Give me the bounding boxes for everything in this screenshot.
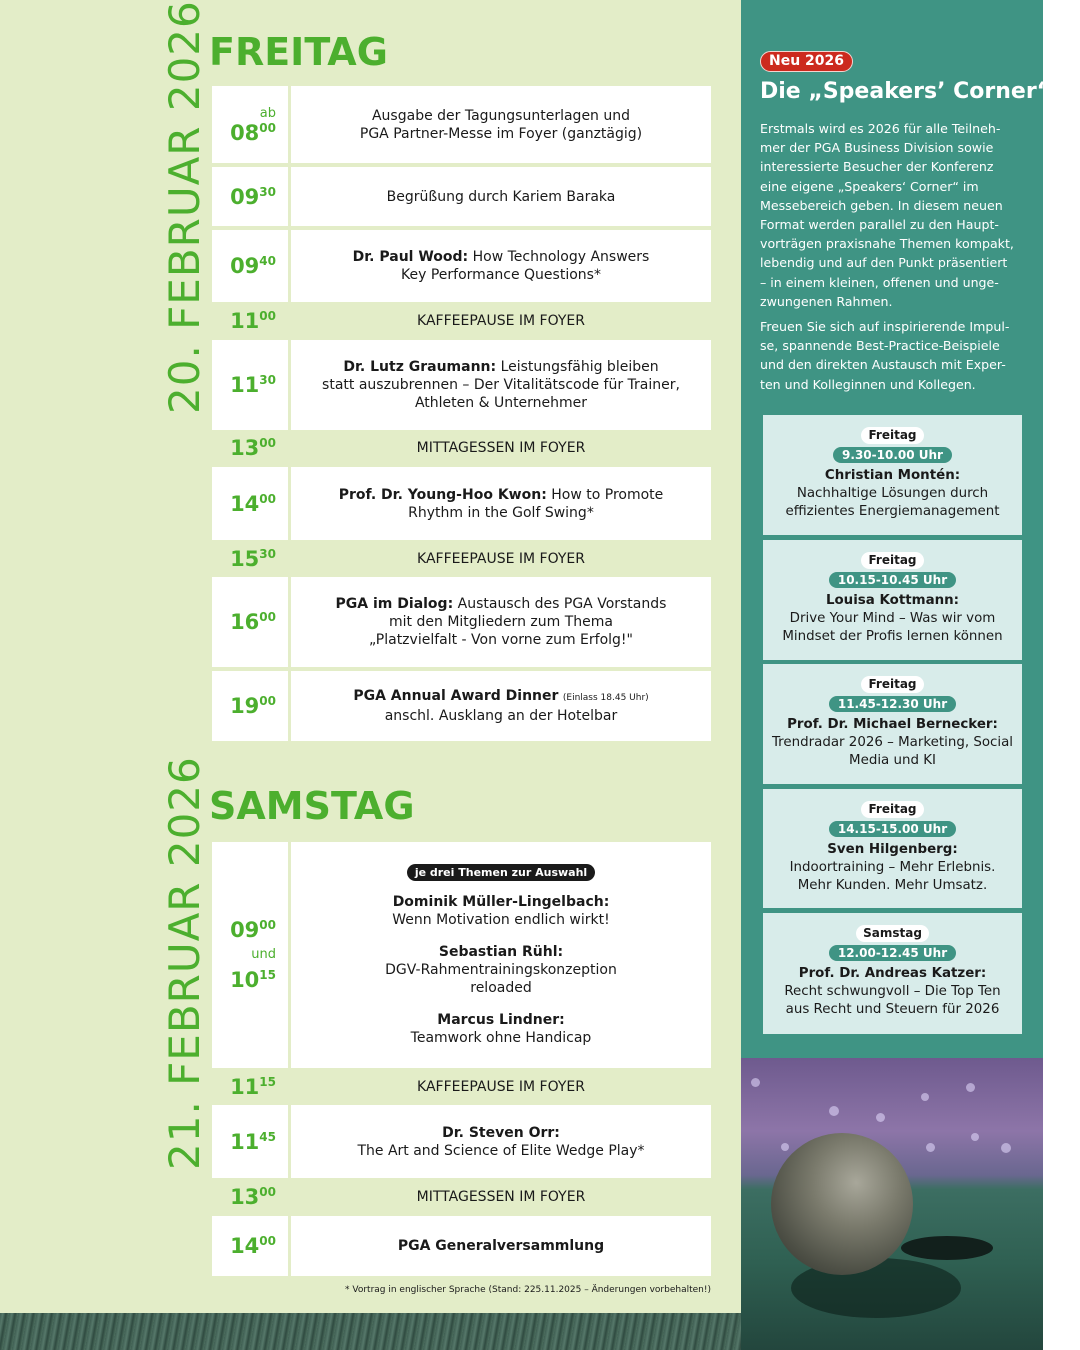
break-row [212,433,711,463]
speakers-corner-title: Die „Speakers’ Corner“ [760,79,1052,104]
time-cell [212,842,288,1068]
schedule-row [212,842,711,1068]
session-title: aus Recht und Steuern für 2026 [785,1002,1000,1017]
invite-paragraph: Freuen Sie sich auf inspirierende Impul- se, spannende Best-Practice-Beispiele und den direkten Austausch mit Exper- ten und Kolleginnen und Kollegen. [760,319,1010,392]
event-cell [291,467,711,540]
schedule-row [212,1105,711,1178]
time-value: $13^{00}$ [230,1185,276,1209]
time-cell [212,340,288,430]
event-cell [291,340,711,430]
talk-title: reloaded [470,979,532,996]
day-pill: Freitag [861,676,923,693]
speaker-name: Prof. Dr. Andreas Katzer: [798,966,987,981]
talk-title: Teamwork ohne Handicap [410,1029,592,1046]
time-value: $14^{00}$ [230,1234,276,1258]
time-pill: 10.15-10.45 Uhr [829,572,956,588]
speaker-name: PGA im Dialog: [335,596,454,612]
event-cell [291,842,711,1068]
time-cell [212,433,288,463]
day-pill: Freitag [861,552,923,569]
event-cell [291,671,711,741]
saturday-date-label: 21. FEBRUAR 2026 [160,756,209,1170]
time-cell [212,543,288,574]
session-card [763,789,1022,908]
talk-title: Wenn Motivation endlich wirkt! [392,911,610,928]
talk-title: DGV-Rahmentrainingskonzeption [385,961,617,978]
time-cell [212,167,288,226]
event-text: anschl. Ausklang an der Hotelbar [384,708,618,724]
schedule-row [212,340,711,430]
day-pill: Samstag [856,925,929,942]
time-pill: 12.00-12.45 Uhr [829,945,956,961]
day-pill: Freitag [861,427,923,444]
time-cell [212,1072,288,1101]
speaker-name: Sven Hilgenberg: [827,842,958,857]
schedule-row [212,1216,711,1276]
event-text: How to Promote [551,486,664,503]
time-cell [212,1182,288,1212]
talk-option [385,943,617,997]
time-value: $09^{30}$ [230,184,276,209]
time-cell [212,305,288,336]
speaker-name: PGA Annual Award Dinner [353,688,559,704]
time-pill: 14.15-15.00 Uhr [829,821,956,837]
time-cell [212,86,288,163]
event-cell [291,1216,711,1276]
new-badge: Neu 2026 [760,51,853,72]
time-value: $16^{00}$ [230,610,276,634]
event-text: Rhythm in the Golf Swing* [408,504,594,521]
friday-title: FREITAG [209,30,388,74]
session-card [763,913,1022,1034]
schedule-row [212,467,711,540]
speaker-name: Dr. Steven Orr: [442,1124,560,1141]
time-value: $15^{30}$ [230,546,276,571]
event-text: Begrüßung durch Kariem Baraka [386,188,616,205]
break-label: MITTAGESSEN IM FOYER [416,1189,586,1205]
speaker-name: Sebastian Rühl: [438,943,564,960]
break-label: MITTAGESSEN IM FOYER [416,440,586,456]
session-title: Indoortraining – Mehr Erlebnis. [789,860,996,875]
speaker-name: Christian Montén: [824,468,961,483]
event-text: Ausgabe der Tagungsunterlagen und [371,107,631,124]
break-label: KAFFEEPAUSE IM FOYER [417,550,585,567]
break-row [212,543,711,574]
time-value: $09^{00}$ [230,918,276,942]
golf-ball-icon [771,1133,913,1275]
event-text: PGA Partner-Messe im Foyer (ganztägig) [359,125,643,142]
friday-date-label: 20. FEBRUAR 2026 [160,0,209,414]
event-text: „Platzvielfalt - Von vorne zum Erfolg!" [369,632,633,648]
event-text: The Art and Science of Elite Wedge Play* [357,1142,645,1159]
time-value: $11^{30}$ [230,373,276,397]
event-cell [291,86,711,163]
break-label: KAFFEEPAUSE IM FOYER [417,312,585,329]
session-title: effizientes Energiemanagement [785,504,1000,519]
time-cell [212,1216,288,1276]
speaker-name: Prof. Dr. Young-Hoo Kwon: [338,486,547,503]
speaker-name: Dr. Lutz Graumann: [343,359,497,375]
time-value: $13^{00}$ [230,436,276,460]
session-card [763,664,1022,784]
intro-paragraph: Erstmals wird es 2026 für alle Teilneh- mer der PGA Business Division sowie interessierte Besucher der Konferenz eine eigene „Speakers‘ Corner“ im Messebereich geben. In diesem neuen Format werden parallel zu den Haupt- vorträgen praxisnahe Themen kompakt, lebendig und auf den Punkt präsentiert – in einem kleinen, offenen und unge- zwungenen Rahmen. [760,121,1014,309]
time-value: $19^{00}$ [230,694,276,718]
break-row [212,305,711,336]
event-text: Austausch des PGA Vorstands [457,596,667,612]
speaker-name: Louisa Kottmann: [825,593,960,608]
grass-texture [0,1313,741,1350]
time-value: $10^{15}$ [230,968,276,992]
event-cell [291,1105,711,1178]
choice-pill: je drei Themen zur Auswahl [407,864,595,881]
time-value: $09^{40}$ [230,254,276,278]
talk-option [411,1011,592,1047]
speaker-name: Dominik Müller-Lingelbach: [392,893,610,910]
session-title: Media und KI [849,753,936,768]
session-title: Mehr Kunden. Mehr Umsatz. [797,878,988,893]
event-cell [291,577,711,667]
day-pill: Freitag [861,801,923,818]
session-title: Drive Your Mind – Was wir vom [789,611,996,626]
time-value: $08^{00}$ [230,120,276,145]
event-cell [291,167,711,226]
footnote: * Vortrag in englischer Sprache (Stand: 225.11.2025 – Änderungen vorbehalten!) [345,1285,711,1295]
session-card [763,540,1022,660]
session-title: Mindset der Profis lernen können [782,629,1003,644]
time-cell [212,1105,288,1178]
schedule-row [212,230,711,302]
session-title: Nachhaltige Lösungen durch [796,486,989,501]
time-pill: 9.30-10.00 Uhr [833,447,952,463]
speaker-name: Marcus Lindner: [437,1011,565,1028]
session-card [763,415,1022,535]
time-value: $14^{00}$ [230,491,276,516]
time-value: $11^{45}$ [230,1129,276,1154]
time-value: $11^{00}$ [230,308,276,333]
event-text: Leistungsfähig bleiben [500,359,659,375]
talk-option [392,893,609,929]
event-text: How Technology Answers [472,249,650,265]
speaker-name: PGA Generalversammlung [397,1238,605,1254]
time-connector: und [251,947,276,962]
session-title: Trendradar 2026 – Marketing, Social [771,735,1014,750]
time-cell [212,230,288,302]
event-note: (Einlass 18.45 Uhr) [562,693,649,703]
time-cell [212,577,288,667]
break-row [212,1072,711,1101]
speaker-name: Dr. Paul Wood: [352,249,469,265]
time-pill: 11.45-12.30 Uhr [829,696,956,712]
time-cell [212,671,288,741]
time-value: $11^{15}$ [230,1074,276,1099]
speaker-name: Prof. Dr. Michael Bernecker: [787,717,998,732]
golf-ball-photo [741,1058,1043,1350]
session-title: Recht schwungvoll – Die Top Ten [784,984,1001,999]
event-text: Key Performance Questions* [401,267,601,283]
saturday-title: SAMSTAG [209,784,415,828]
break-row [212,1182,711,1212]
event-text: statt auszubrennen – Der Vitalitätscode für Trainer, [322,377,680,393]
golf-hole [901,1236,993,1260]
event-text: mit den Mitgliedern zum Thema [389,614,613,630]
schedule-row [212,86,711,163]
schedule-row [212,671,711,741]
schedule-row [212,167,711,226]
break-label: KAFFEEPAUSE IM FOYER [417,1078,585,1095]
schedule-row [212,577,711,667]
event-cell [291,230,711,302]
time-cell [212,467,288,540]
time-prefix: ab [259,105,276,121]
event-text: Athleten & Unternehmer [414,395,588,411]
